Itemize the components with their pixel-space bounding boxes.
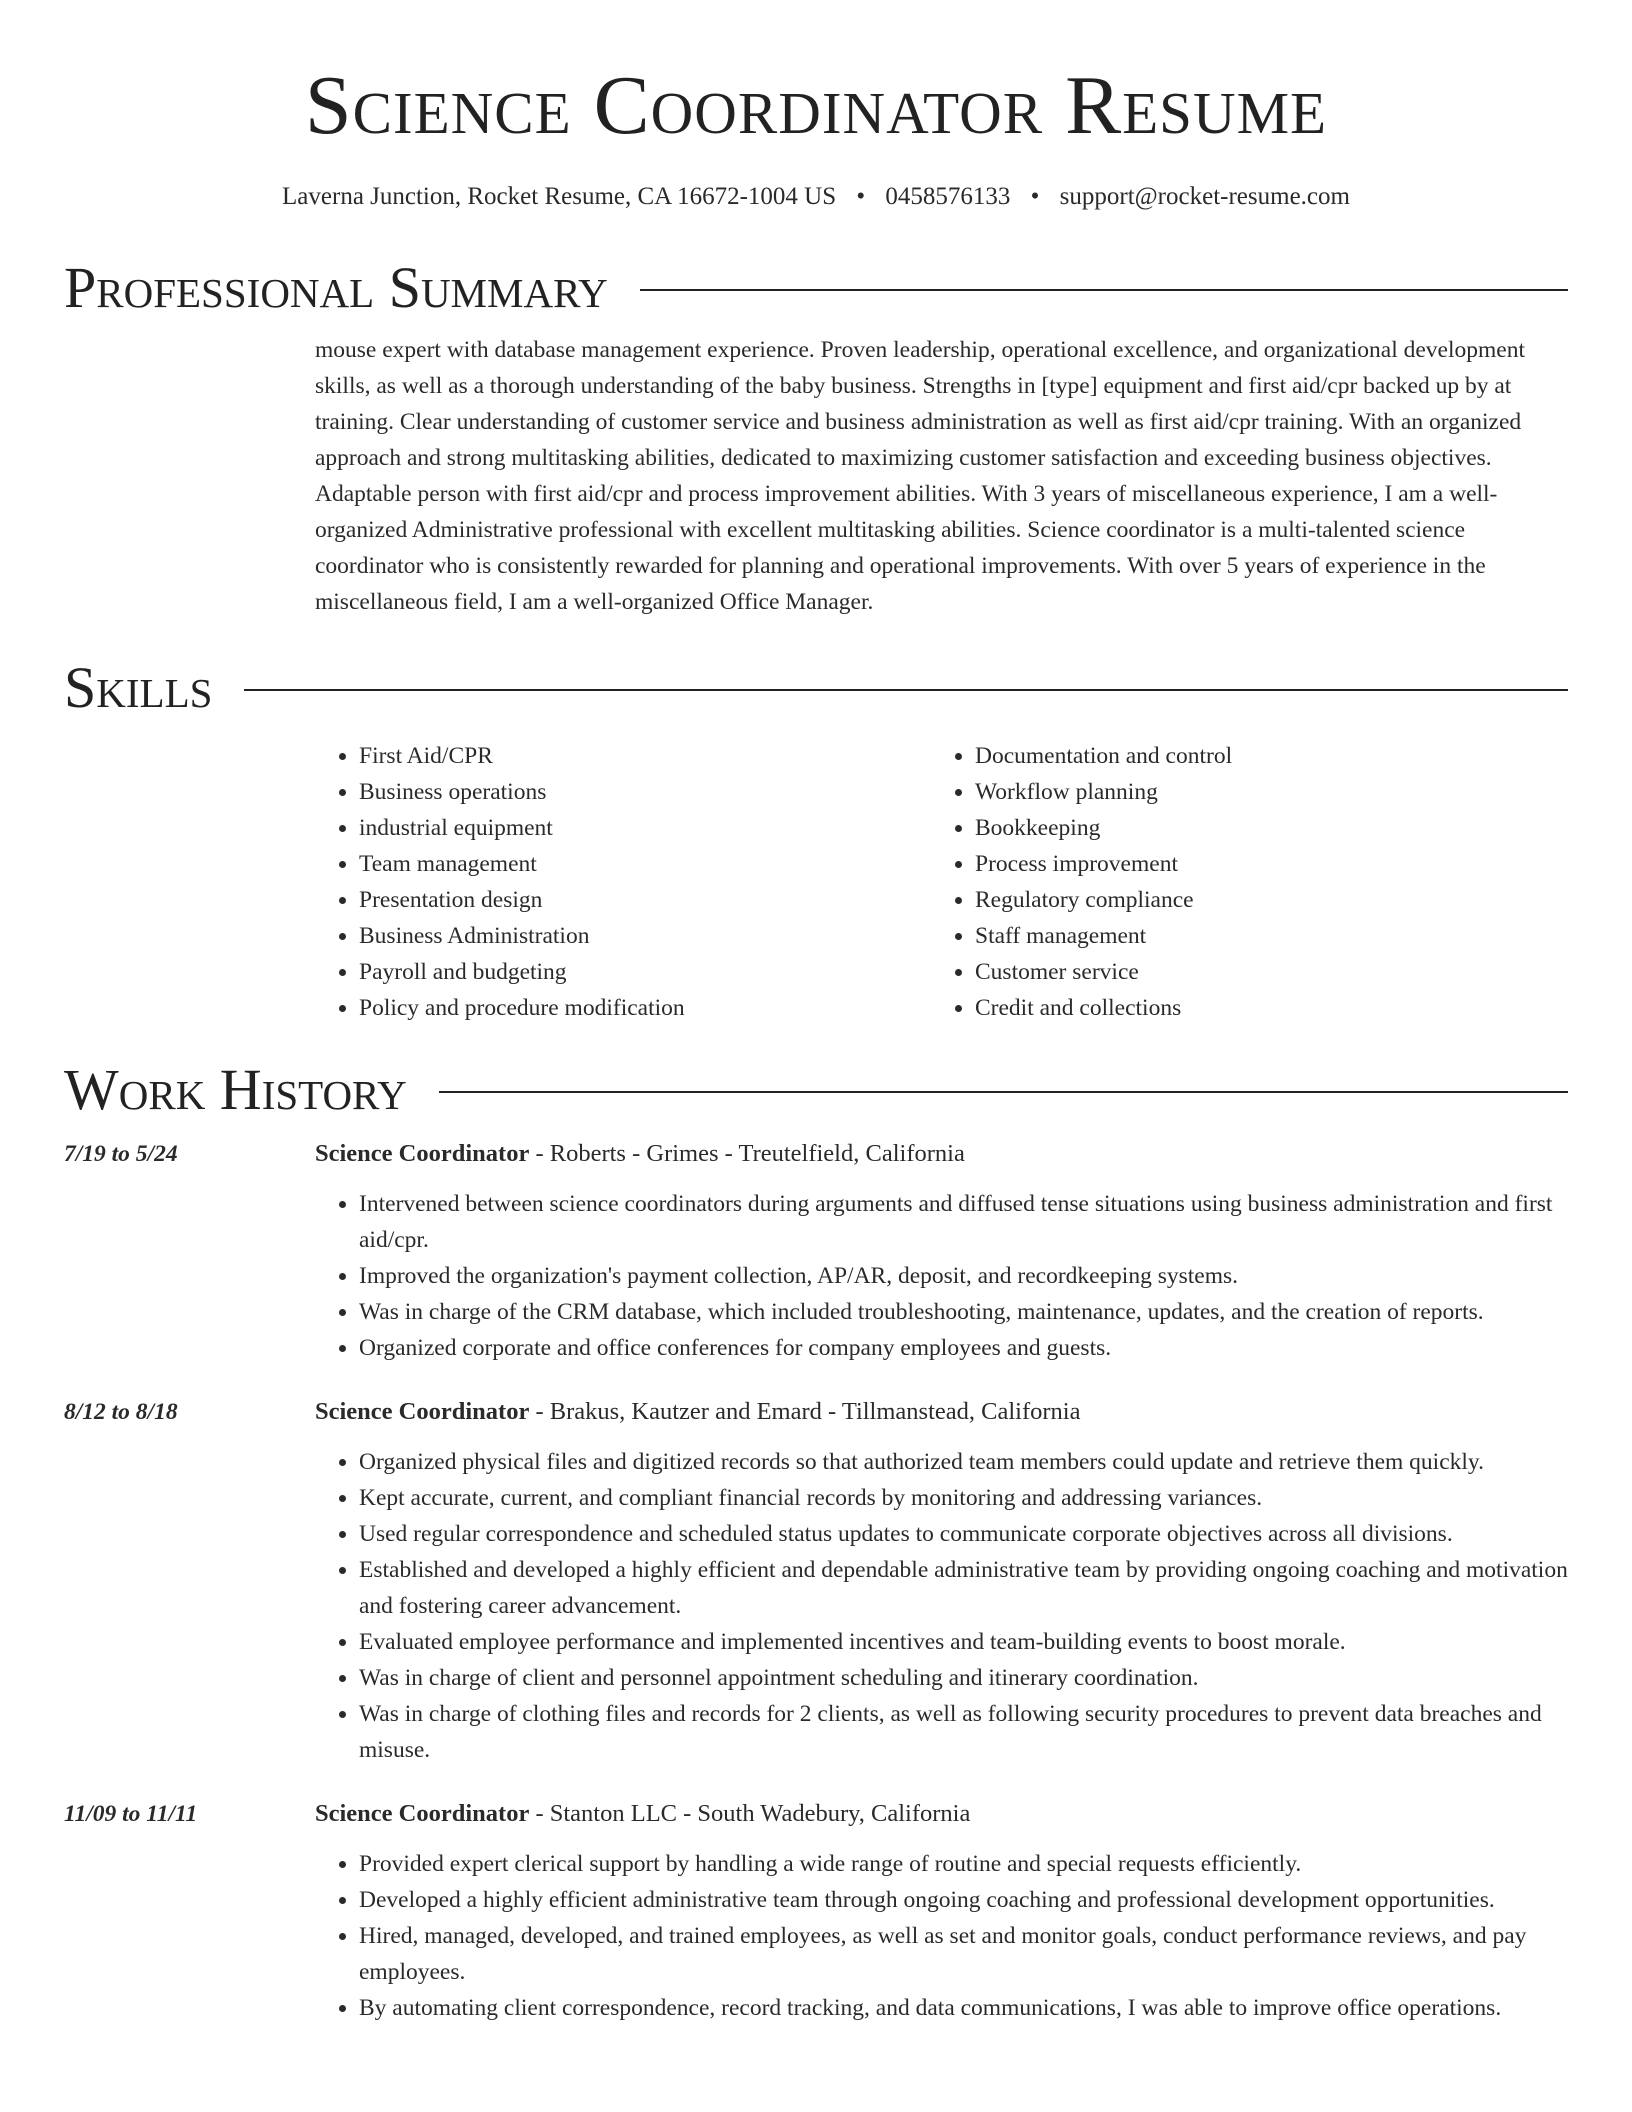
job-header xyxy=(315,1394,1568,1430)
job-bullet: • Was in charge of the CRM database, which included troubleshooting, maintenance, updates, and the creation of reports. xyxy=(359,1294,1568,1330)
section-divider xyxy=(640,289,1568,291)
skills-column-right xyxy=(931,738,1547,1026)
work-section-header xyxy=(64,1058,1568,1122)
job-body xyxy=(315,1796,1568,2026)
skill-item: • Documentation and control xyxy=(975,738,1547,774)
work-heading: Work History xyxy=(64,1057,407,1122)
skill-item: • Process improvement xyxy=(975,846,1547,882)
contact-line xyxy=(64,180,1568,214)
section-divider xyxy=(439,1091,1568,1093)
skill-item: • Policy and procedure modification xyxy=(359,990,931,1026)
skill-item: • Business operations xyxy=(359,774,931,810)
skill-item: • Business Administration xyxy=(359,918,931,954)
contact-phone: 0458576133 xyxy=(885,183,1011,210)
job-dates: 7/19 to 5/24 xyxy=(64,1141,178,1167)
job-entry xyxy=(64,1136,1568,1366)
job-entry xyxy=(64,1796,1568,2026)
contact-separator: • xyxy=(856,183,866,210)
job-employer: - Roberts - Grimes - Treutelfield, California xyxy=(529,1140,965,1167)
job-title: Science Coordinator xyxy=(315,1398,530,1425)
job-bullet: • Was in charge of client and personnel appointment scheduling and itinerary coordination. xyxy=(359,1660,1568,1696)
job-entry xyxy=(64,1394,1568,1768)
skill-item: • Credit and collections xyxy=(975,990,1547,1026)
skill-item: • Payroll and budgeting xyxy=(359,954,931,990)
job-bullets xyxy=(315,1186,1568,1366)
skill-item: • industrial equipment xyxy=(359,810,931,846)
job-body xyxy=(315,1136,1568,1366)
job-bullet: • Evaluated employee performance and implemented incentives and team-building events to boost morale. xyxy=(359,1624,1568,1660)
job-bullet: • Intervened between science coordinators during arguments and diffused tense situations using business administration and first aid/cpr. xyxy=(359,1186,1568,1258)
job-bullet: • Established and developed a highly efficient and dependable administrative team by providing ongoing coaching and motivation and fostering career advancement. xyxy=(359,1552,1568,1624)
job-dates: 8/12 to 8/18 xyxy=(64,1399,178,1425)
contact-email: support@rocket-resume.com xyxy=(1059,183,1350,210)
job-employer: - Brakus, Kautzer and Emard - Tillmanstead, California xyxy=(529,1398,1081,1425)
job-bullet: • Organized corporate and office conferences for company employees and guests. xyxy=(359,1330,1568,1366)
job-dates: 11/09 to 11/11 xyxy=(64,1801,198,1827)
section-divider xyxy=(244,689,1568,691)
resume-title: Science Coordinator Resume xyxy=(304,59,1328,152)
contact-separator: • xyxy=(1030,183,1040,210)
job-bullets xyxy=(315,1846,1568,2026)
job-bullets xyxy=(315,1444,1568,1768)
job-title: Science Coordinator xyxy=(315,1140,530,1167)
job-bullet: • Used regular correspondence and scheduled status updates to communicate corporate objectives across all divisions. xyxy=(359,1516,1568,1552)
job-bullet: • Improved the organization's payment collection, AP/AR, deposit, and recordkeeping systems. xyxy=(359,1258,1568,1294)
skill-item: • Staff management xyxy=(975,918,1547,954)
job-bullet: • Organized physical files and digitized records so that authorized team members could update and retrieve them quickly. xyxy=(359,1444,1568,1480)
skill-item: • Customer service xyxy=(975,954,1547,990)
skills-heading: Skills xyxy=(64,655,213,720)
skill-item: • Workflow planning xyxy=(975,774,1547,810)
skills-section-header xyxy=(64,656,1568,720)
contact-address: Laverna Junction, Rocket Resume, CA 16672-1004 US xyxy=(282,183,837,210)
job-bullet: • Was in charge of clothing files and records for 2 clients, as well as following security procedures to prevent data breaches and misuse. xyxy=(359,1696,1568,1768)
skill-item: • Team management xyxy=(359,846,931,882)
job-header xyxy=(315,1796,1568,1832)
job-employer: - Stanton LLC - South Wadebury, California xyxy=(529,1800,971,1827)
skill-item: • Regulatory compliance xyxy=(975,882,1547,918)
job-bullet: • Kept accurate, current, and compliant financial records by monitoring and addressing variances. xyxy=(359,1480,1568,1516)
skills-column-left xyxy=(315,738,931,1026)
skill-item: • Presentation design xyxy=(359,882,931,918)
skill-item: • First Aid/CPR xyxy=(359,738,931,774)
job-bullet: • Hired, managed, developed, and trained employees, as well as set and monitor goals, conduct performance reviews, and pay employees. xyxy=(359,1918,1568,1990)
summary-heading: Professional Summary xyxy=(64,255,608,320)
summary-text: mouse expert with database management experience. Proven leadership, operational excellence, and organizational development skills, as well as a thorough understanding of the baby business. Strengths in [type] equipment and first aid/cpr backed up by at training. Clear understanding of customer service and business administration as well as first aid/cpr training. With an organized approach and strong multitasking abilities, dedicated to maximizing customer satisfaction and exceeding business objectives. Adaptable person with first aid/cpr and process improvement abilities. With 3 years of miscellaneous experience, I am a well-organized Administrative professional with excellent multitasking abilities. Science coordinator is a multi-talented science coordinator who is consistently rewarded for planning and operational improvements. With over 5 years of experience in the miscellaneous field, I am a well-organized Office Manager. xyxy=(315,337,1525,615)
skill-item: • Bookkeeping xyxy=(975,810,1547,846)
job-bullet: • By automating client correspondence, record tracking, and data communications, I was able to improve office operations. xyxy=(359,1990,1568,2026)
skills-list xyxy=(315,738,1568,1026)
job-body xyxy=(315,1394,1568,1768)
job-bullet: • Provided expert clerical support by handling a wide range of routine and special requests efficiently. xyxy=(359,1846,1568,1882)
job-bullet: • Developed a highly efficient administrative team through ongoing coaching and professional development opportunities. xyxy=(359,1882,1568,1918)
job-title: Science Coordinator xyxy=(315,1800,530,1827)
job-header xyxy=(315,1136,1568,1172)
summary-section-header xyxy=(64,256,1568,320)
